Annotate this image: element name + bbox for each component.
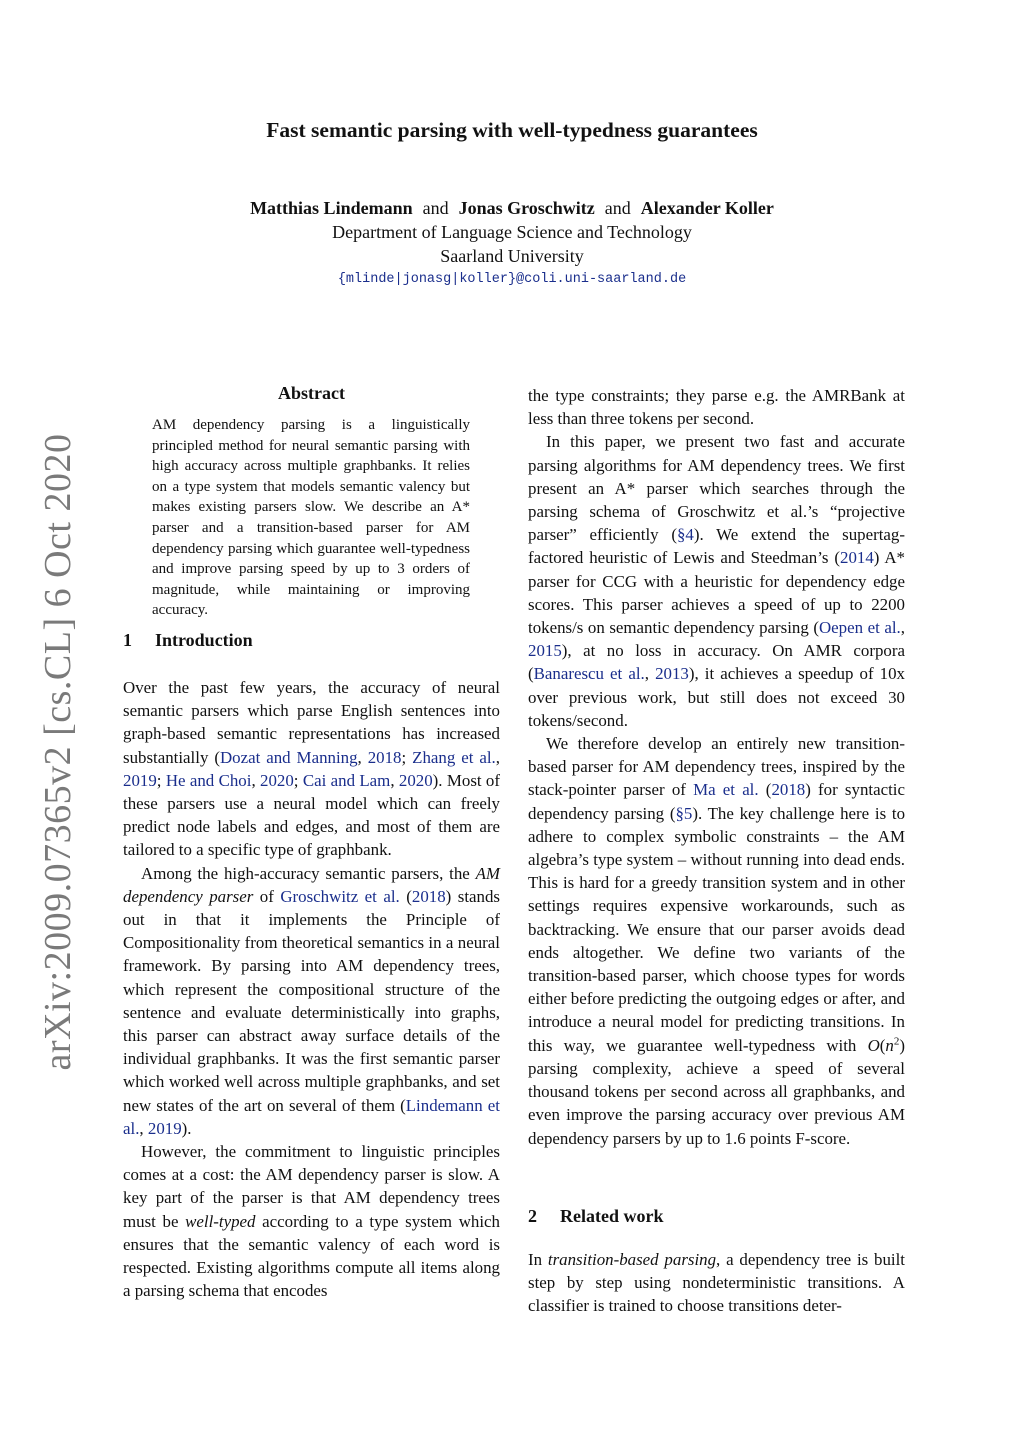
math-exponent: 2: [893, 1035, 900, 1048]
citation-cai[interactable]: Cai and Lam: [302, 770, 391, 790]
text-run: Among the high-accuracy semantic parsers, the: [141, 863, 476, 883]
right-paragraph-2: We therefore develop an entirely new transition-based parser for AM dependency trees, inspired by the stack-pointer parser of Ma et al. (2018) for syntactic dependency parsing (§5). The key challenge here is to adhere to complex symbolic constraints – the AM algebra’s type system – without running into dead ends. This is hard for a greedy transition system and in other settings requires expensive workarounds, such as backtracking. We ensure that our parser avoids dead ends altogether. We define two variants of the transition-based parser, which choose types for words either before predicting the outgoing edges or after, and introduce a neural model for predicting transitions. In this way, we guarantee well-typedness with $O(n^2)$ parsing complexity, achieve a speed of several thousand tokens per second across all graphbanks, and even improve the parsing accuracy over previous AM dependency parsers by up to 1.6 points F-score.: [528, 734, 906, 1148]
text-run: according to a type system which ensures that the semantic valency of each word is respected. Existing algorithms compute all items along a parsing schema that encodes: [123, 1211, 500, 1301]
text-run: ). Most of these parsers use a neural model which can freely predict node labels and edges, and most of them are tailored to a specific type of graphbank.: [123, 770, 500, 860]
related-work-text: [528, 1248, 905, 1318]
section-ref-4[interactable]: §4: [676, 525, 694, 545]
author-names: [0, 196, 1024, 220]
intro-paragraph-3: [123, 1140, 500, 1302]
citation-lindemann-year[interactable]: 2019: [147, 1118, 182, 1138]
emphasis: transition-based parsing: [547, 1250, 717, 1269]
text-run: for syntactic dependency parsing (: [528, 780, 905, 823]
and-word-2: and: [604, 198, 631, 218]
author-2: Jonas Groschwitz: [458, 198, 595, 218]
section-1-heading: [123, 630, 253, 651]
text-run: In: [528, 1250, 548, 1269]
math-big-o: O: [867, 1035, 880, 1055]
related-paragraph-1: [528, 1248, 905, 1318]
citation-he[interactable]: He and Choi: [165, 770, 252, 790]
author-1: Matthias Lindemann: [250, 198, 413, 218]
citation-lindemann[interactable]: Lindemann et al.: [123, 1095, 500, 1138]
text-run: ).: [181, 1118, 192, 1138]
section-1-title: Introduction: [155, 630, 253, 650]
intro-paragraph-2: Among the high-accuracy semantic parsers, the AM dependency parser of Groschwitz et al. (2018) stands out in that it implements the Principle of Compositionality from theoretical semantics in a neural framework. By parsing into AM dependency trees, which represent the compositional structure of the sentence and evaluate deterministically into graphs, this parser can abstract away surface details of the individual graphbanks. It was the first semantic parser which worked well across multiple graphbanks, and set new states of the art on several of them (Lindemann et al., 2019).: [123, 863, 501, 1138]
citation-zhang-year[interactable]: 2019: [123, 770, 157, 790]
emphasis: well-typed: [185, 1211, 256, 1231]
text-run: stands out in that it implements the Principle of Compositionality from theoretical semantics in a neural framework. By parsing into AM dependency trees, which represent the compositional structure of the sentence and evaluate deterministically into graphs, this parser can abstract away surface details of the individual graphbanks. It was the first semantic parser which worked well across multiple graphbanks, and set new states of the art on several of them (: [123, 886, 501, 1115]
citation-banarescu-year[interactable]: 2013: [655, 664, 689, 684]
text-run: ). We extend the supertag-factored heuristic of Lewis and Steedman’s (: [528, 525, 905, 568]
text-run: ) A* parser for CCG with a heuristic for dependency edge scores. This parser achieves a speed of up to 2200 tokens/s on semantic dependency parsing (: [528, 548, 905, 638]
citation-groschwitz[interactable]: Groschwitz et al.: [280, 886, 400, 906]
author-3: Alexander Koller: [640, 198, 774, 218]
text-run: ). The key challenge here is to adhere to complex symbolic constraints – the AM algebra’s type system – without running into dead ends. This is hard for a greedy transition system and in other settings requires expensive workarounds, such as backtracking. We ensure that our parser avoids dead ends altogether. We define two variants of the transition-based parser, which choose types for words either before predicting the outgoing edges or after, and introduce a neural model for predicting transitions. In this way, we guarantee well-typedness with: [528, 803, 906, 1055]
intro-paragraph-1: Over the past few years, the accuracy of neural semantic parsers which parse English sentences into graph-based semantic representations has increased substantially (Dozat and Manning, 2018; Zhang et al., 2019; He and Choi, 2020; Cai and Lam, 2020). Most of these parsers use a neural model which can freely predict node labels and edges, and most of them are tailored to a specific type of graphbank.: [123, 678, 501, 860]
text-run: We therefore develop an entirely new transition-based parser for AM dependency trees, inspired by the stack-pointer parser of: [528, 734, 905, 800]
emphasis: AM dependency parser: [123, 863, 500, 906]
arxiv-stamp: [37, 433, 79, 1071]
math-n: n: [885, 1035, 894, 1055]
author-emails[interactable]: {mlinde|jonasg|koller}@coli.uni-saarland.de: [337, 272, 687, 287]
affiliation-university: Saarland University: [440, 246, 584, 266]
text-run: ), it achieves a speedup of 10x over previous work, but still does not exceed 30 tokens/second.: [528, 664, 905, 730]
citation-cai-year[interactable]: 2020: [398, 770, 433, 790]
citation-banarescu[interactable]: Banarescu et al.: [533, 664, 645, 684]
paper-title: Fast semantic parsing with well-typedness guarantees: [266, 118, 758, 142]
citation-dozat-year[interactable]: 2018: [367, 747, 402, 767]
text-run: parsing complexity, achieve a speed of several thousand tokens per second across all graphbanks, and even improve the parsing accuracy over previous AM dependency parsers by up to 1.6 points F-score.: [528, 1058, 905, 1148]
citation-oepen[interactable]: Oepen et al.: [818, 618, 901, 638]
right-paragraph-1: In this paper, we present two fast and accurate parsing algorithms for AM dependency trees. We first present an A* parser which searches through the parsing schema of Groschwitz et al.’s “projective parser” efficiently (§4). We extend the supertag-factored heuristic of Lewis and Steedman’s (2014) A* parser for CCG with a heuristic for dependency edge scores. This parser achieves a speed of up to 2200 tokens/s on semantic dependency parsing (Oepen et al., 2015), at no loss in accuracy. On AMR corpora (Banarescu et al., 2013), it achieves a speedup of 10x over previous work, but still does not exceed 30 tokens/second.: [528, 432, 905, 730]
text-run: However, the commitment to linguistic principles comes at a cost: the AM dependency parser is slow. A key part of the parser is that AM dependency trees must be: [123, 1142, 500, 1231]
citation-ma-year[interactable]: 2018: [771, 780, 806, 800]
section-2-title: Related work: [560, 1206, 664, 1226]
text-run: , a dependency tree is built step by step using nondeterministic transitions. A classifier is trained to choose transitions deter-: [528, 1250, 905, 1316]
abstract-text: AM dependency parsing is a linguistically principled method for neural semantic parsing with high accuracy across multiple graphbanks. It relies on a type system that models semantic valency but makes existing parsers slow. We describe an A* parser and a transition-based parser for AM dependency parsing which guarantee well-typedness and improve parsing speed by up to 3 orders of magnitude, while maintaining or improving accuracy.: [152, 417, 470, 619]
text-run: ), at no loss in accuracy. On AMR corpora (: [528, 641, 905, 684]
left-column: [123, 676, 500, 1302]
right-paragraph-0: the type constraints; they parse e.g. the AMRBank at less than three tokens per second.: [528, 386, 905, 429]
citation-dozat[interactable]: Dozat and Manning: [219, 747, 358, 767]
arxiv-identifier: arXiv:2009.07365v2 [cs.CL] 6 Oct 2020: [37, 433, 79, 1071]
citation-ma[interactable]: Ma et al.: [693, 780, 759, 800]
right-column: [528, 384, 905, 1150]
section-ref-5[interactable]: §5: [675, 803, 693, 823]
citation-zhang[interactable]: Zhang et al.: [412, 747, 496, 767]
section-2-heading: [528, 1206, 663, 1227]
citation-oepen-year[interactable]: 2015: [528, 641, 562, 661]
text-run: of: [253, 886, 281, 906]
affiliation-department: Department of Language Science and Technology: [332, 222, 692, 242]
abstract-heading: Abstract: [278, 383, 345, 403]
section-1-number: 1: [123, 630, 132, 650]
citation-groschwitz-year[interactable]: 2018: [411, 886, 446, 906]
and-word-1: and: [422, 198, 449, 218]
text-run: In this paper, we present two fast and accurate parsing algorithms for AM dependency trees. We first present an A* parser which searches through the parsing schema of Groschwitz et al.’s “projective parser” efficiently (: [528, 432, 905, 545]
section-2-number: 2: [528, 1206, 537, 1226]
text-run: Over the past few years, the accuracy of neural semantic parsers which parse English sentences into graph-based semantic representations has increased substantially (: [123, 678, 500, 767]
author-block: [0, 196, 1024, 292]
citation-lewis-year[interactable]: 2014: [840, 548, 874, 568]
citation-he-year[interactable]: 2020: [260, 770, 294, 790]
